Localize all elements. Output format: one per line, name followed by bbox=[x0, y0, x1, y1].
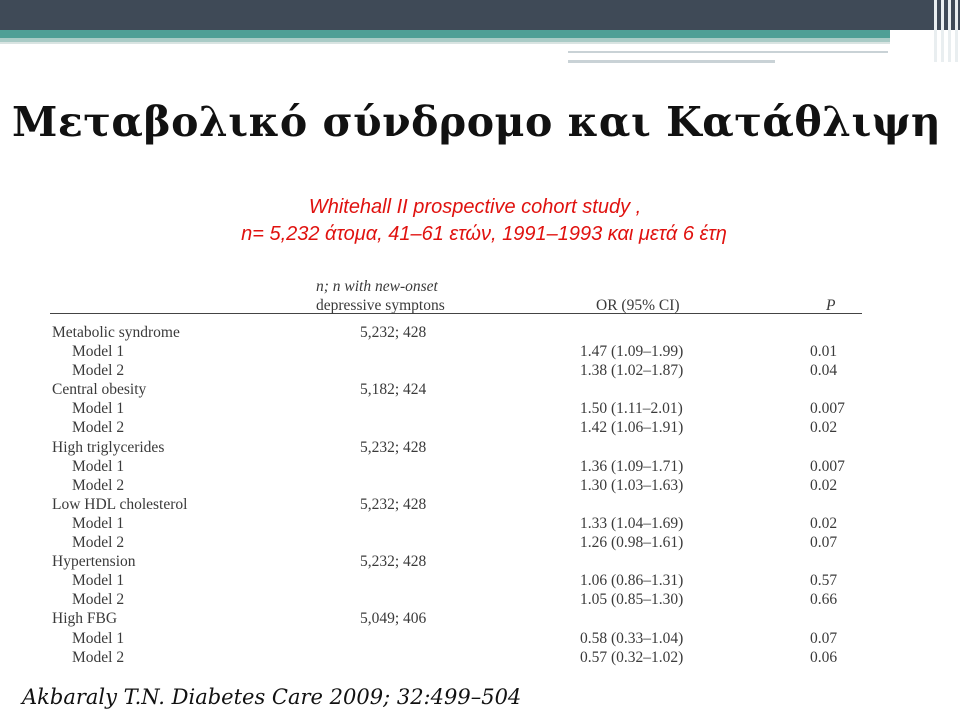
row-or: 1.47 (1.09–1.99) bbox=[580, 343, 684, 361]
table-header bbox=[50, 272, 862, 314]
header-n bbox=[316, 277, 445, 315]
table-row bbox=[50, 361, 862, 380]
table-group-row bbox=[50, 438, 862, 457]
row-n: 5,232; 428 bbox=[360, 324, 427, 341]
row-p: 0.007 bbox=[810, 400, 845, 418]
row-label: Model 2 bbox=[72, 534, 125, 552]
row-n: 5,232; 428 bbox=[360, 495, 427, 513]
header-or: OR (95% CI) bbox=[596, 297, 680, 314]
table-body bbox=[50, 314, 862, 667]
row-p: 0.57 bbox=[810, 572, 838, 590]
row-or: 1.42 (1.06–1.91) bbox=[580, 419, 684, 437]
row-p: 0.66 bbox=[810, 591, 838, 609]
study-subtitle bbox=[0, 194, 950, 248]
row-p: 0.01 bbox=[810, 343, 838, 361]
header-p: P bbox=[826, 297, 836, 314]
results-table bbox=[50, 272, 862, 667]
row-or: 1.38 (1.02–1.87) bbox=[580, 362, 684, 380]
row-p: 0.02 bbox=[810, 476, 838, 494]
row-or: 1.05 (0.85–1.30) bbox=[580, 591, 684, 609]
table-row bbox=[50, 571, 862, 590]
table-row bbox=[50, 476, 862, 495]
row-label: Hypertension bbox=[52, 553, 136, 571]
row-label: Model 1 bbox=[72, 457, 125, 475]
table-row bbox=[50, 399, 862, 418]
table-row bbox=[50, 629, 862, 648]
header-n-line-2: depressive symptons bbox=[316, 297, 445, 314]
row-p: 0.07 bbox=[810, 534, 838, 552]
subtitle-line-2: n= 5,232 άτομα, 41–61 ετών, 1991–1993 και μετά 6 έτη bbox=[241, 223, 727, 245]
row-n: 5,049; 406 bbox=[360, 610, 427, 628]
row-n: 5,232; 428 bbox=[360, 438, 427, 456]
table-row bbox=[50, 590, 862, 609]
row-p: 0.02 bbox=[810, 419, 838, 437]
row-label: Model 1 bbox=[72, 400, 125, 418]
table-row bbox=[50, 514, 862, 533]
row-label: Central obesity bbox=[52, 381, 147, 399]
row-p: 0.06 bbox=[810, 648, 838, 666]
row-label: Model 2 bbox=[72, 591, 125, 609]
decorative-rule bbox=[568, 51, 888, 53]
decorative-line bbox=[934, 0, 937, 62]
slide-title: Μεταβολικό σύνδρομο και Κατάθλιψη bbox=[12, 98, 942, 146]
row-or: 1.30 (1.03–1.63) bbox=[580, 476, 684, 494]
row-p: 0.007 bbox=[810, 457, 845, 475]
table-group-row bbox=[50, 552, 862, 571]
row-label: Model 2 bbox=[72, 362, 125, 380]
table-row bbox=[50, 533, 862, 552]
row-label: Model 1 bbox=[72, 629, 125, 647]
table-row bbox=[50, 457, 862, 476]
accent-bar-highlight bbox=[0, 42, 890, 44]
row-or: 1.26 (0.98–1.61) bbox=[580, 534, 684, 552]
decorative-line bbox=[948, 0, 951, 62]
table-row bbox=[50, 418, 862, 437]
row-label: Model 2 bbox=[72, 419, 125, 437]
decorative-line bbox=[955, 0, 958, 62]
row-or: 1.33 (1.04–1.69) bbox=[580, 514, 684, 532]
subtitle-line-1: Whitehall II prospective cohort study , bbox=[308, 196, 642, 218]
table-group-row bbox=[50, 609, 862, 628]
row-label: Low HDL cholesterol bbox=[52, 495, 188, 513]
row-label: Model 2 bbox=[72, 648, 125, 666]
citation: Akbaraly T.N. Diabetes Care 2009; 32:499–504 bbox=[22, 685, 522, 709]
row-label: Model 1 bbox=[72, 343, 125, 361]
row-label: Model 2 bbox=[72, 476, 125, 494]
row-p: 0.02 bbox=[810, 514, 838, 532]
row-p: 0.04 bbox=[810, 362, 838, 380]
row-or: 0.58 (0.33–1.04) bbox=[580, 629, 684, 647]
table-group-row bbox=[50, 380, 862, 399]
row-n: 5,232; 428 bbox=[360, 553, 427, 571]
row-n: 5,182; 424 bbox=[360, 381, 427, 399]
decorative-line bbox=[941, 0, 944, 62]
row-or: 1.06 (0.86–1.31) bbox=[580, 572, 684, 590]
row-label: Model 1 bbox=[72, 514, 125, 532]
table-row bbox=[50, 342, 862, 361]
row-or: 1.36 (1.09–1.71) bbox=[580, 457, 684, 475]
header-n-line-1: n; n with new-onset bbox=[316, 278, 438, 295]
row-or: 1.50 (1.11–2.01) bbox=[580, 400, 683, 418]
header-bar bbox=[0, 0, 960, 30]
row-p: 0.07 bbox=[810, 629, 838, 647]
accent-bar bbox=[0, 30, 890, 38]
decorative-rule bbox=[568, 60, 775, 63]
table-group-row bbox=[50, 323, 862, 342]
table-row bbox=[50, 648, 862, 667]
row-label: Model 1 bbox=[72, 572, 125, 590]
row-label: High FBG bbox=[52, 610, 118, 628]
row-label: High triglycerides bbox=[52, 438, 165, 456]
row-or: 0.57 (0.32–1.02) bbox=[580, 648, 684, 666]
row-label: Metabolic syndrome bbox=[52, 324, 180, 341]
table-group-row bbox=[50, 495, 862, 514]
